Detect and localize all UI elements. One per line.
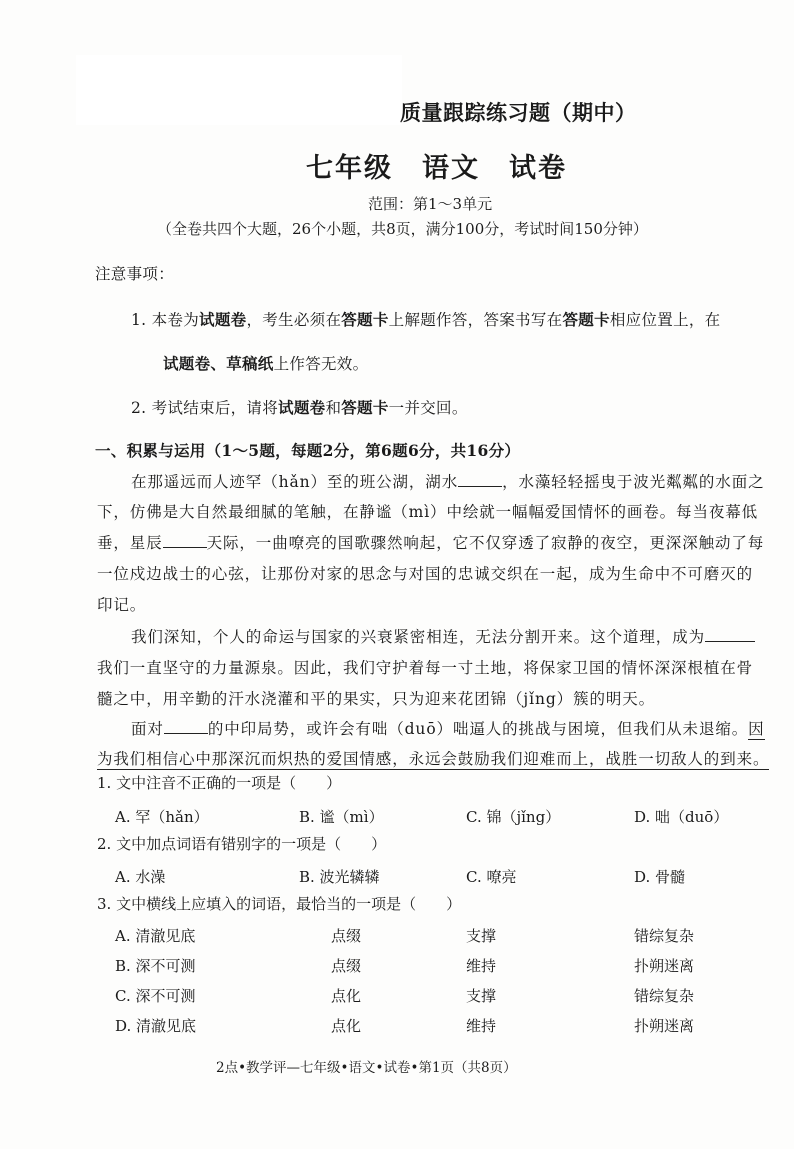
- question-2-option-b: B. 波光辚辚: [299, 868, 380, 886]
- exam-series-title: 质量跟踪练习题（期中）: [400, 100, 637, 125]
- exam-info: （全卷共四个大题，26个小题，共8页，满分100分，考试时间150分钟）: [157, 220, 648, 238]
- exam-main-title: 七年级 语文 试卷: [306, 153, 567, 184]
- passage-line: 印记。: [97, 596, 147, 614]
- question-1-option-d: D. 咄（duō）: [634, 808, 729, 826]
- question-3-cell: 点缀: [331, 957, 362, 975]
- question-3-cell: 错综复杂: [634, 987, 695, 1005]
- passage-line: 一位戍边战士的心弦，让那份对家的思念与对国的忠诚交织在一起，成为生命中不可磨灭的: [97, 565, 754, 583]
- question-1-option-c: C. 锦（jǐng）: [466, 808, 561, 826]
- question-3-option-d: D. 清澈见底: [115, 1017, 197, 1035]
- question-3-option-b: B. 深不可测: [115, 957, 196, 975]
- notes-heading: 注意事项：: [95, 265, 175, 283]
- question-3-cell: 点化: [331, 987, 362, 1005]
- question-1-option-b: B. 谧（mì）: [299, 808, 384, 826]
- passage-line-underlined: 为我们相信心中那深沉而炽热的爱国情感，永远会鼓励我们迎难而上，战胜一切敌人的到来。: [97, 750, 770, 768]
- question-3-stem: 3. 文中横线上应填入的词语，最恰当的一项是（ ）: [97, 895, 462, 913]
- redacted-area: [76, 55, 402, 125]
- fill-blank-2: [163, 533, 207, 548]
- question-3-cell: 扑朔迷离: [634, 1017, 695, 1035]
- notes-item-1-cont: 试题卷、草稿纸上作答无效。: [163, 354, 369, 373]
- passage-line: 我们深知，个人的命运与国家的兴衰紧密相连，无法分割开来。这个道理，成为: [131, 625, 755, 647]
- passage-line: 面对 的中印局势，或许会有咄（duō）咄逼人的挑战与困境，但我们从未退缩。因: [131, 720, 765, 738]
- question-3-cell: 支撑: [466, 987, 497, 1005]
- fill-blank-4: [164, 719, 208, 734]
- page-footer: 2点•教学评—七年级•语文•试卷•第1页（共8页）: [216, 1060, 517, 1076]
- passage-line: 在那遥远而人迹罕（hǎn）至的班公湖，湖水 ，水藻轻轻摇曳于波光粼粼的水面之: [131, 473, 765, 491]
- question-3-cell: 点化: [331, 1017, 362, 1035]
- notes-item-1: 1. 本卷为试题卷，考生必须在答题卡上解题作答，答案书写在答题卡相应位置上，在: [131, 310, 721, 329]
- question-3-cell: 维持: [466, 957, 497, 975]
- fill-blank-3: [705, 627, 755, 642]
- question-3-cell: 点缀: [331, 927, 362, 945]
- question-1-stem: 1. 文中注音不正确的一项是（ ）: [97, 774, 342, 792]
- question-2-option-a: A. 水澡: [115, 868, 166, 886]
- fill-blank-1: [458, 472, 502, 487]
- question-2-option-c: C. 嘹亮: [466, 868, 517, 886]
- section-1-heading: 一、积累与运用（1～5题，每题2分，第6题6分，共16分）: [95, 441, 521, 460]
- question-3-cell: 维持: [466, 1017, 497, 1035]
- question-2-stem: 2. 文中加点词语有错别字的一项是（ ）: [97, 835, 387, 853]
- question-3-option-a: A. 清澈见底: [115, 927, 196, 945]
- question-2-option-d: D. 骨髓: [634, 868, 686, 886]
- question-3-option-c: C. 深不可测: [115, 987, 196, 1005]
- passage-line: 垂，星辰 天际，一曲嘹亮的国歌骤然响起，它不仅穿透了寂静的夜空，更深深触动了每: [97, 534, 765, 552]
- passage-line: 髓之中，用辛勤的汗水浇灌和平的果实，只为迎来花团锦（jǐng）簇的明天。: [97, 690, 656, 708]
- question-1-option-a: A. 罕（hǎn）: [115, 808, 209, 826]
- question-3-cell: 扑朔迷离: [634, 957, 695, 975]
- question-3-cell: 错综复杂: [634, 927, 695, 945]
- question-3-cell: 支撑: [466, 927, 497, 945]
- exam-range: 范围：第1～3单元: [368, 195, 493, 213]
- notes-item-2: 2. 考试结束后，请将试题卷和答题卡一并交回。: [131, 398, 468, 417]
- passage-line: 我们一直坚守的力量源泉。因此，我们守护着每一寸土地，将保家卫国的情怀深深根植在骨: [97, 659, 754, 677]
- passage-line: 下，仿佛是大自然最细腻的笔触，在静谧（mì）中绘就一幅幅爱国情怀的画卷。每当夜幕低: [97, 503, 759, 521]
